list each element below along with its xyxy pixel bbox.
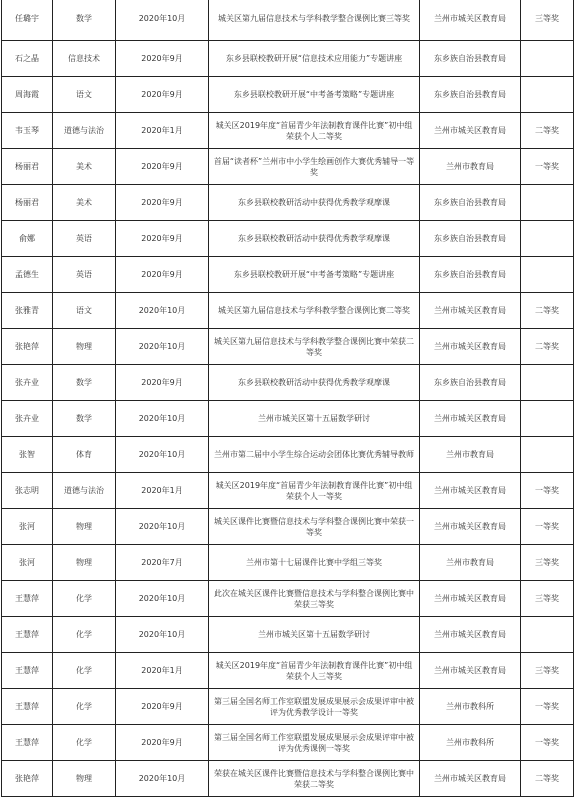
award-title-cell: 首届“读者杯”兰州市中小学生绘画创作大赛优秀辅导一等奖 — [209, 149, 420, 185]
awards-table-body — [2, 0, 574, 797]
issuer-cell: 东乡族自治县教育局 — [420, 365, 521, 401]
table-row — [2, 617, 574, 653]
award-level-cell: 一等奖 — [521, 149, 574, 185]
award-title-cell: 第三届全国名师工作室联盟发展成果展示会成果评审中被评为优秀教学设计一等奖 — [209, 689, 420, 725]
teacher-name-cell: 杨丽君 — [2, 185, 53, 221]
teacher-name-cell: 王慧萍 — [2, 653, 53, 689]
award-level-cell — [521, 365, 574, 401]
issuer-cell: 兰州市城关区教育局 — [420, 653, 521, 689]
date-cell: 2020年10月 — [116, 293, 209, 329]
table-row — [2, 689, 574, 725]
table-row — [2, 221, 574, 257]
teacher-name-cell: 王慧萍 — [2, 725, 53, 761]
issuer-cell: 兰州市城关区教育局 — [420, 617, 521, 653]
awards-table — [1, 0, 574, 797]
award-title-cell: 东乡县联校教研开展“中考备考策略”专题讲座 — [209, 257, 420, 293]
award-title-cell: 城关区第九届信息技术与学科教学整合课例比赛二等奖 — [209, 293, 420, 329]
table-row — [2, 401, 574, 437]
issuer-cell: 兰州市教育局 — [420, 437, 521, 473]
table-row — [2, 77, 574, 113]
award-title-cell: 城关区2019年度“首届青少年法制教育课件比赛”初中组荣获个人三等奖 — [209, 653, 420, 689]
award-title-cell: 兰州市城关区第十五届数学研讨 — [209, 401, 420, 437]
subject-cell: 化学 — [53, 725, 116, 761]
award-title-cell: 此次在城关区课件比赛暨信息技术与学科整合课例比赛中荣获三等奖 — [209, 581, 420, 617]
subject-cell: 数学 — [53, 401, 116, 437]
teacher-name-cell: 王慧萍 — [2, 617, 53, 653]
award-title-cell: 兰州市第十七届课件比赛中学组三等奖 — [209, 545, 420, 581]
table-row — [2, 0, 574, 41]
subject-cell: 物理 — [53, 329, 116, 365]
award-level-cell — [521, 257, 574, 293]
award-level-cell — [521, 185, 574, 221]
date-cell: 2020年9月 — [116, 77, 209, 113]
table-row — [2, 293, 574, 329]
issuer-cell: 东乡族自治县教育局 — [420, 257, 521, 293]
subject-cell: 道德与法治 — [53, 473, 116, 509]
award-level-cell: 一等奖 — [521, 509, 574, 545]
date-cell: 2020年9月 — [116, 689, 209, 725]
subject-cell: 英语 — [53, 221, 116, 257]
award-title-cell: 东乡县联校教研开展“中考备考策略”专题讲座 — [209, 77, 420, 113]
teacher-name-cell: 孟德生 — [2, 257, 53, 293]
subject-cell: 语文 — [53, 293, 116, 329]
issuer-cell: 兰州市城关区教育局 — [420, 401, 521, 437]
date-cell: 2020年9月 — [116, 257, 209, 293]
teacher-name-cell: 周海霞 — [2, 77, 53, 113]
subject-cell: 化学 — [53, 653, 116, 689]
date-cell: 2020年7月 — [116, 545, 209, 581]
issuer-cell: 东乡族自治县教育局 — [420, 41, 521, 77]
table-row — [2, 257, 574, 293]
award-title-cell: 东乡县联校教研活动中获得优秀教学观摩课 — [209, 365, 420, 401]
subject-cell: 化学 — [53, 617, 116, 653]
date-cell: 2020年10月 — [116, 509, 209, 545]
table-row — [2, 653, 574, 689]
date-cell: 2020年1月 — [116, 113, 209, 149]
award-level-cell — [521, 401, 574, 437]
subject-cell: 数学 — [53, 0, 116, 41]
subject-cell: 化学 — [53, 581, 116, 617]
table-row — [2, 545, 574, 581]
table-row — [2, 761, 574, 797]
subject-cell: 物理 — [53, 545, 116, 581]
teacher-name-cell: 张雅青 — [2, 293, 53, 329]
table-row — [2, 437, 574, 473]
subject-cell: 信息技术 — [53, 41, 116, 77]
issuer-cell: 兰州市教育局 — [420, 545, 521, 581]
issuer-cell: 兰州市教育局 — [420, 149, 521, 185]
issuer-cell: 兰州市城关区教育局 — [420, 329, 521, 365]
date-cell: 2020年10月 — [116, 437, 209, 473]
subject-cell: 美术 — [53, 149, 116, 185]
issuer-cell: 兰州市城关区教育局 — [420, 113, 521, 149]
issuer-cell: 东乡族自治县教育局 — [420, 77, 521, 113]
table-row — [2, 185, 574, 221]
table-row — [2, 329, 574, 365]
award-level-cell: 二等奖 — [521, 761, 574, 797]
date-cell: 2020年10月 — [116, 617, 209, 653]
table-row — [2, 509, 574, 545]
subject-cell: 英语 — [53, 257, 116, 293]
table-row — [2, 113, 574, 149]
teacher-name-cell: 韦玉琴 — [2, 113, 53, 149]
award-title-cell: 兰州市第二届中小学生综合运动会团体比赛优秀辅导教师 — [209, 437, 420, 473]
date-cell: 2020年1月 — [116, 473, 209, 509]
date-cell: 2020年9月 — [116, 221, 209, 257]
teacher-name-cell: 任璐宇 — [2, 0, 53, 41]
award-level-cell: 二等奖 — [521, 113, 574, 149]
teacher-name-cell: 杨丽君 — [2, 149, 53, 185]
award-level-cell — [521, 41, 574, 77]
date-cell: 2020年10月 — [116, 761, 209, 797]
issuer-cell: 东乡族自治县教育局 — [420, 185, 521, 221]
subject-cell: 化学 — [53, 689, 116, 725]
award-title-cell: 城关区课件比赛暨信息技术与学科整合课例比赛中荣获一等奖 — [209, 509, 420, 545]
subject-cell: 物理 — [53, 761, 116, 797]
issuer-cell: 兰州市教科所 — [420, 689, 521, 725]
date-cell: 2020年10月 — [116, 0, 209, 41]
teacher-name-cell: 张卉业 — [2, 365, 53, 401]
issuer-cell: 东乡族自治县教育局 — [420, 221, 521, 257]
issuer-cell: 兰州市城关区教育局 — [420, 473, 521, 509]
teacher-name-cell: 俞娜 — [2, 221, 53, 257]
issuer-cell: 兰州市教科所 — [420, 725, 521, 761]
teacher-name-cell: 张河 — [2, 509, 53, 545]
award-level-cell — [521, 221, 574, 257]
date-cell: 2020年1月 — [116, 653, 209, 689]
teacher-name-cell: 王慧萍 — [2, 689, 53, 725]
award-level-cell — [521, 437, 574, 473]
award-level-cell: 二等奖 — [521, 329, 574, 365]
table-row — [2, 365, 574, 401]
date-cell: 2020年10月 — [116, 401, 209, 437]
date-cell: 2020年9月 — [116, 725, 209, 761]
issuer-cell: 兰州市城关区教育局 — [420, 293, 521, 329]
award-level-cell: 三等奖 — [521, 0, 574, 41]
award-level-cell: 一等奖 — [521, 473, 574, 509]
subject-cell: 体育 — [53, 437, 116, 473]
teacher-name-cell: 张艳萍 — [2, 761, 53, 797]
award-title-cell: 东乡县联校教研活动中获得优秀教学观摩课 — [209, 185, 420, 221]
subject-cell: 道德与法治 — [53, 113, 116, 149]
award-title-cell: 城关区第九届信息技术与学科教学整合课例比赛三等奖 — [209, 0, 420, 41]
table-row — [2, 725, 574, 761]
date-cell: 2020年9月 — [116, 185, 209, 221]
teacher-name-cell: 石之晶 — [2, 41, 53, 77]
award-title-cell: 兰州市城关区第十五届数学研讨 — [209, 617, 420, 653]
award-level-cell — [521, 77, 574, 113]
award-title-cell: 城关区2019年度“首届青少年法制教育课件比赛”初中组荣获个人二等奖 — [209, 113, 420, 149]
teacher-name-cell: 张智 — [2, 437, 53, 473]
award-title-cell: 城关区第九届信息技术与学科教学整合课例比赛中荣获二等奖 — [209, 329, 420, 365]
award-title-cell: 东乡县联校教研活动中获得优秀教学观摩课 — [209, 221, 420, 257]
table-row — [2, 581, 574, 617]
teacher-name-cell: 张志明 — [2, 473, 53, 509]
table-row — [2, 149, 574, 185]
award-level-cell: 三等奖 — [521, 545, 574, 581]
date-cell: 2020年10月 — [116, 581, 209, 617]
issuer-cell: 兰州市城关区教育局 — [420, 761, 521, 797]
teacher-name-cell: 张卉业 — [2, 401, 53, 437]
teacher-name-cell: 张艳萍 — [2, 329, 53, 365]
issuer-cell: 兰州市城关区教育局 — [420, 581, 521, 617]
table-row — [2, 473, 574, 509]
subject-cell: 物理 — [53, 509, 116, 545]
teacher-name-cell: 王慧萍 — [2, 581, 53, 617]
issuer-cell: 兰州市城关区教育局 — [420, 509, 521, 545]
award-level-cell: 一等奖 — [521, 689, 574, 725]
subject-cell: 美术 — [53, 185, 116, 221]
award-level-cell: 三等奖 — [521, 653, 574, 689]
award-level-cell: 二等奖 — [521, 293, 574, 329]
date-cell: 2020年10月 — [116, 329, 209, 365]
date-cell: 2020年9月 — [116, 149, 209, 185]
award-title-cell: 东乡县联校教研开展“信息技术应用能力”专题讲座 — [209, 41, 420, 77]
award-level-cell — [521, 617, 574, 653]
table-row — [2, 41, 574, 77]
subject-cell: 数学 — [53, 365, 116, 401]
award-level-cell: 三等奖 — [521, 581, 574, 617]
issuer-cell: 兰州市城关区教育局 — [420, 0, 521, 41]
teacher-name-cell: 张河 — [2, 545, 53, 581]
award-level-cell: 一等奖 — [521, 725, 574, 761]
award-title-cell: 第三届全国名师工作室联盟发展成果展示会成果评审中被评为优秀课例一等奖 — [209, 725, 420, 761]
date-cell: 2020年9月 — [116, 365, 209, 401]
award-title-cell: 荣获在城关区课件比赛暨信息技术与学科整合课例比赛中荣获二等奖 — [209, 761, 420, 797]
date-cell: 2020年9月 — [116, 41, 209, 77]
subject-cell: 语文 — [53, 77, 116, 113]
award-title-cell: 城关区2019年度“首届青少年法制教育课件比赛”初中组荣获个人一等奖 — [209, 473, 420, 509]
